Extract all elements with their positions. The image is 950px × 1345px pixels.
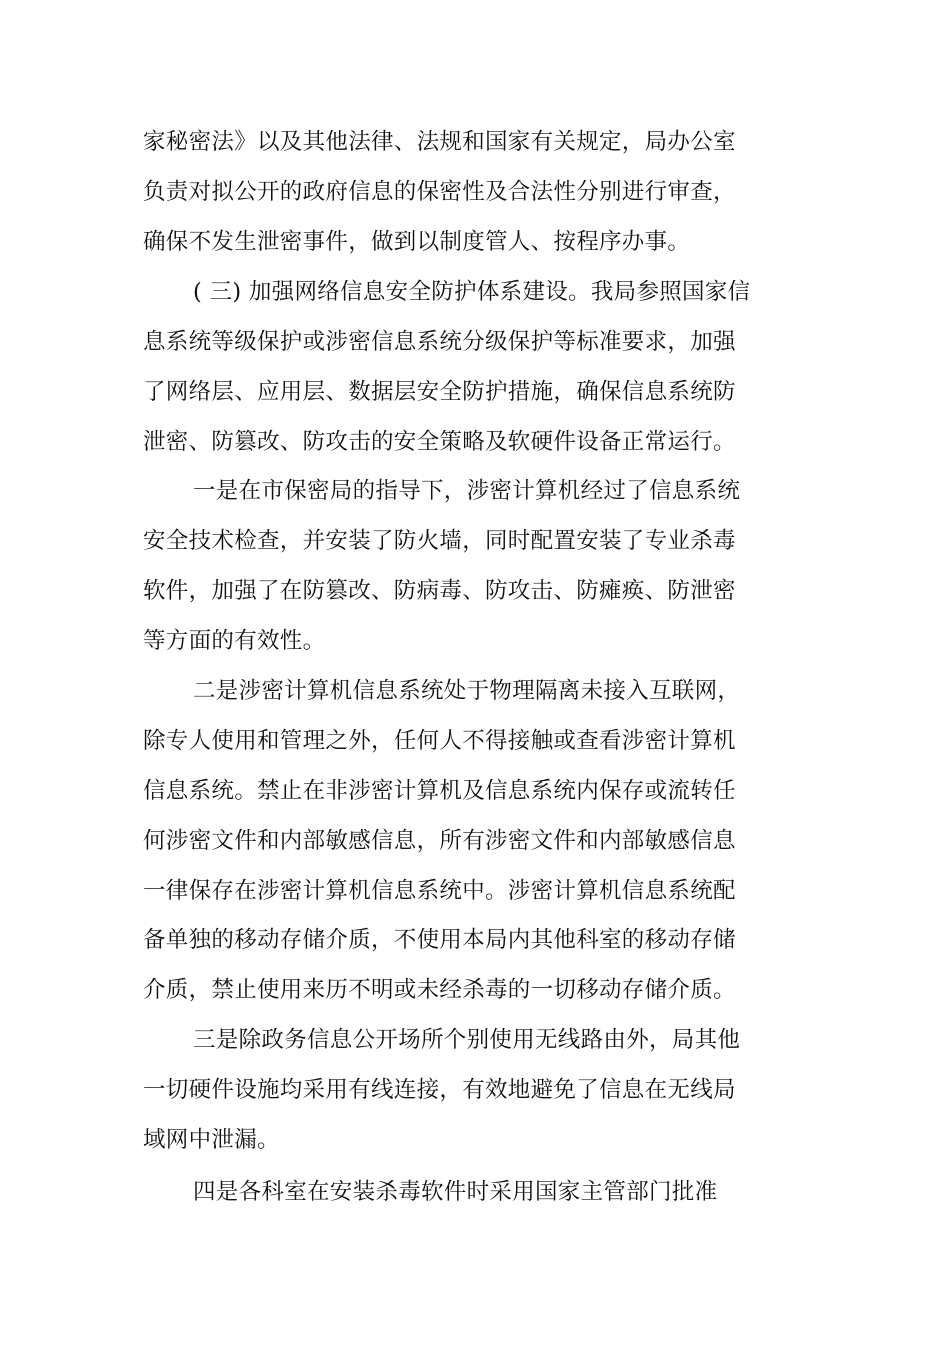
text-line: 除专人使用和管理之外，任何人不得接触或查看涉密计算机 — [143, 728, 736, 754]
text-line: 信息系统。禁止在非涉密计算机及信息系统内保存或流转任 — [143, 778, 736, 804]
text-line: 一切硬件设施均采用有线连接，有效地避免了信息在无线局 — [143, 1077, 736, 1103]
text-line: 家秘密法》以及其他法律、法规和国家有关规定，局办公室 — [143, 129, 736, 155]
text-line: 安全技术检查，并安装了防火墙，同时配置安装了专业杀毒 — [143, 528, 736, 554]
text-line: 确保不发生泄密事件，做到以制度管人、按程序办事。 — [143, 229, 691, 255]
text-line: 介质，禁止使用来历不明或未经杀毒的一切移动存储介质。 — [143, 977, 736, 1003]
text-line: 等方面的有效性。 — [143, 628, 326, 654]
text-line: 三是除政务信息公开场所个别使用无线路由外，局其他 — [193, 1027, 741, 1053]
text-line: 四是各科室在安装杀毒软件时采用国家主管部门批准 — [193, 1179, 718, 1205]
text-line: 了网络层、应用层、数据层安全防护措施，确保信息系统防 — [143, 379, 736, 405]
text-line: 何涉密文件和内部敏感信息，所有涉密文件和内部敏感信息 — [143, 828, 736, 854]
text-line: 负责对拟公开的政府信息的保密性及合法性分别进行审查， — [143, 179, 736, 205]
text-line: ( 三) 加强网络信息安全防护体系建设。我局参照国家信 — [193, 279, 751, 305]
text-line: 二是涉密计算机信息系统处于物理隔离未接入互联网， — [193, 678, 741, 704]
text-line: 软件，加强了在防篡改、防病毒、防攻击、防瘫痪、防泄密 — [143, 578, 736, 604]
text-line: 息系统等级保护或涉密信息系统分级保护等标准要求，加强 — [143, 329, 736, 355]
text-line: 域网中泄漏。 — [143, 1127, 280, 1153]
text-line: 一是在市保密局的指导下，涉密计算机经过了信息系统 — [193, 478, 741, 504]
text-line: 备单独的移动存储介质，不使用本局内其他科室的移动存储 — [143, 927, 736, 953]
text-line: 泄密、防篡改、防攻击的安全策略及软硬件设备正常运行。 — [143, 429, 736, 455]
text-line: 一律保存在涉密计算机信息系统中。涉密计算机信息系统配 — [143, 878, 736, 904]
